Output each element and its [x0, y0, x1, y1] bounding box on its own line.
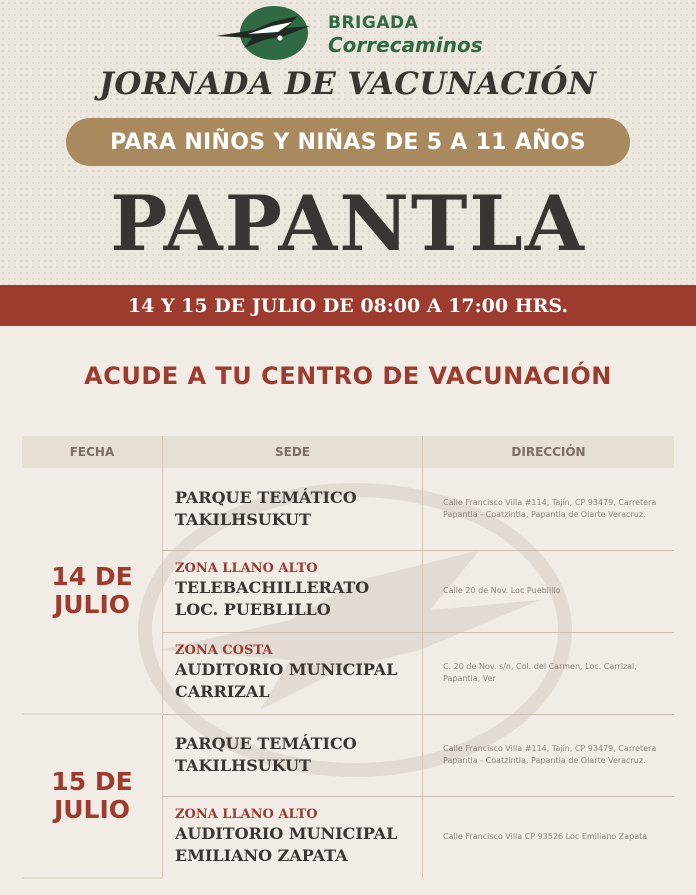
place-line: TAKILHSUKUT: [175, 756, 311, 775]
brand-logo: [214, 4, 514, 62]
table-row: [22, 468, 674, 550]
place-line: PARQUE TEMÁTICO: [175, 487, 357, 507]
brand-name-line2: Correcaminos: [328, 33, 483, 57]
zone-label: ZONA LLANO ALTO: [175, 561, 318, 576]
table-row: [22, 714, 674, 796]
place-line: TELEBACHILLERATO: [175, 578, 370, 597]
table-header-row: [22, 436, 674, 468]
brand-name-line1: BRIGADA: [328, 13, 419, 33]
zone-label: ZONA COSTA: [175, 643, 273, 658]
sede-cell: [163, 550, 423, 632]
address-cell: Calle Francisco Villa #114, Tajín, CP 93479, Carretera Papantla - Coatzintla, Papantla de Olarte Veracruz.: [423, 714, 675, 796]
date-month: JULIO: [53, 589, 131, 619]
place-line: LOC. PUEBLILLO: [175, 600, 331, 619]
place-line: PARQUE TEMÁTICO: [175, 734, 357, 753]
sede-cell: [163, 796, 423, 878]
vaccination-schedule-table: [22, 436, 674, 879]
place-line: TAKILHSUKUT: [175, 509, 311, 529]
schedule-text: 14 Y 15 DE JULIO DE 08:00 A 17:00 HRS.: [127, 294, 569, 317]
address-cell: C. 20 de Nov. s/n, Col. del Carmen, Loc. Carrizal, Papantla, Ver: [423, 632, 675, 714]
place-line: CARRIZAL: [175, 682, 270, 701]
sede-cell: [163, 714, 423, 796]
schedule-banner: [0, 285, 696, 326]
date-cell-14: [22, 468, 163, 714]
event-title: JORNADA DE VACUNACIÓN: [99, 66, 597, 102]
section-subtitle: ACUDE A TU CENTRO DE VACUNACIÓN: [84, 362, 612, 390]
header-sede: SEDE: [163, 436, 423, 468]
header-direccion: DIRECCIÓN: [423, 436, 675, 468]
sede-cell: [163, 632, 423, 714]
audience-label: PARA NIÑOS Y NIÑAS DE 5 A 11 AÑOS: [110, 129, 586, 155]
address-cell: Calle Francisco Villa CP 93526 Loc Emiliano Zapata: [423, 796, 675, 878]
place-line: AUDITORIO MUNICIPAL: [175, 824, 398, 844]
city-name: PAPANTLA: [110, 179, 586, 268]
place-line: EMILIANO ZAPATA: [175, 846, 348, 866]
audience-pill: [66, 118, 630, 166]
date-day: 14 DE: [51, 561, 133, 591]
header-section: [0, 0, 696, 285]
date-cell-15: [22, 714, 163, 878]
address-cell: Calle Francisco Villa #114, Tajín, CP 93479, Carretera Papantla - Coatzintla, Papantla de Olarte Veracruz.: [423, 468, 675, 550]
zone-label: ZONA LLANO ALTO: [175, 807, 318, 823]
address-cell: Calle 20 de Nov. Loc Pueblillo: [423, 550, 675, 632]
sede-cell: [163, 468, 423, 550]
date-day: 15 DE: [51, 767, 133, 796]
roadrunner-icon: [214, 4, 318, 62]
header-fecha: FECHA: [22, 436, 163, 468]
date-month: JULIO: [53, 795, 131, 824]
place-line: AUDITORIO MUNICIPAL: [175, 660, 398, 679]
